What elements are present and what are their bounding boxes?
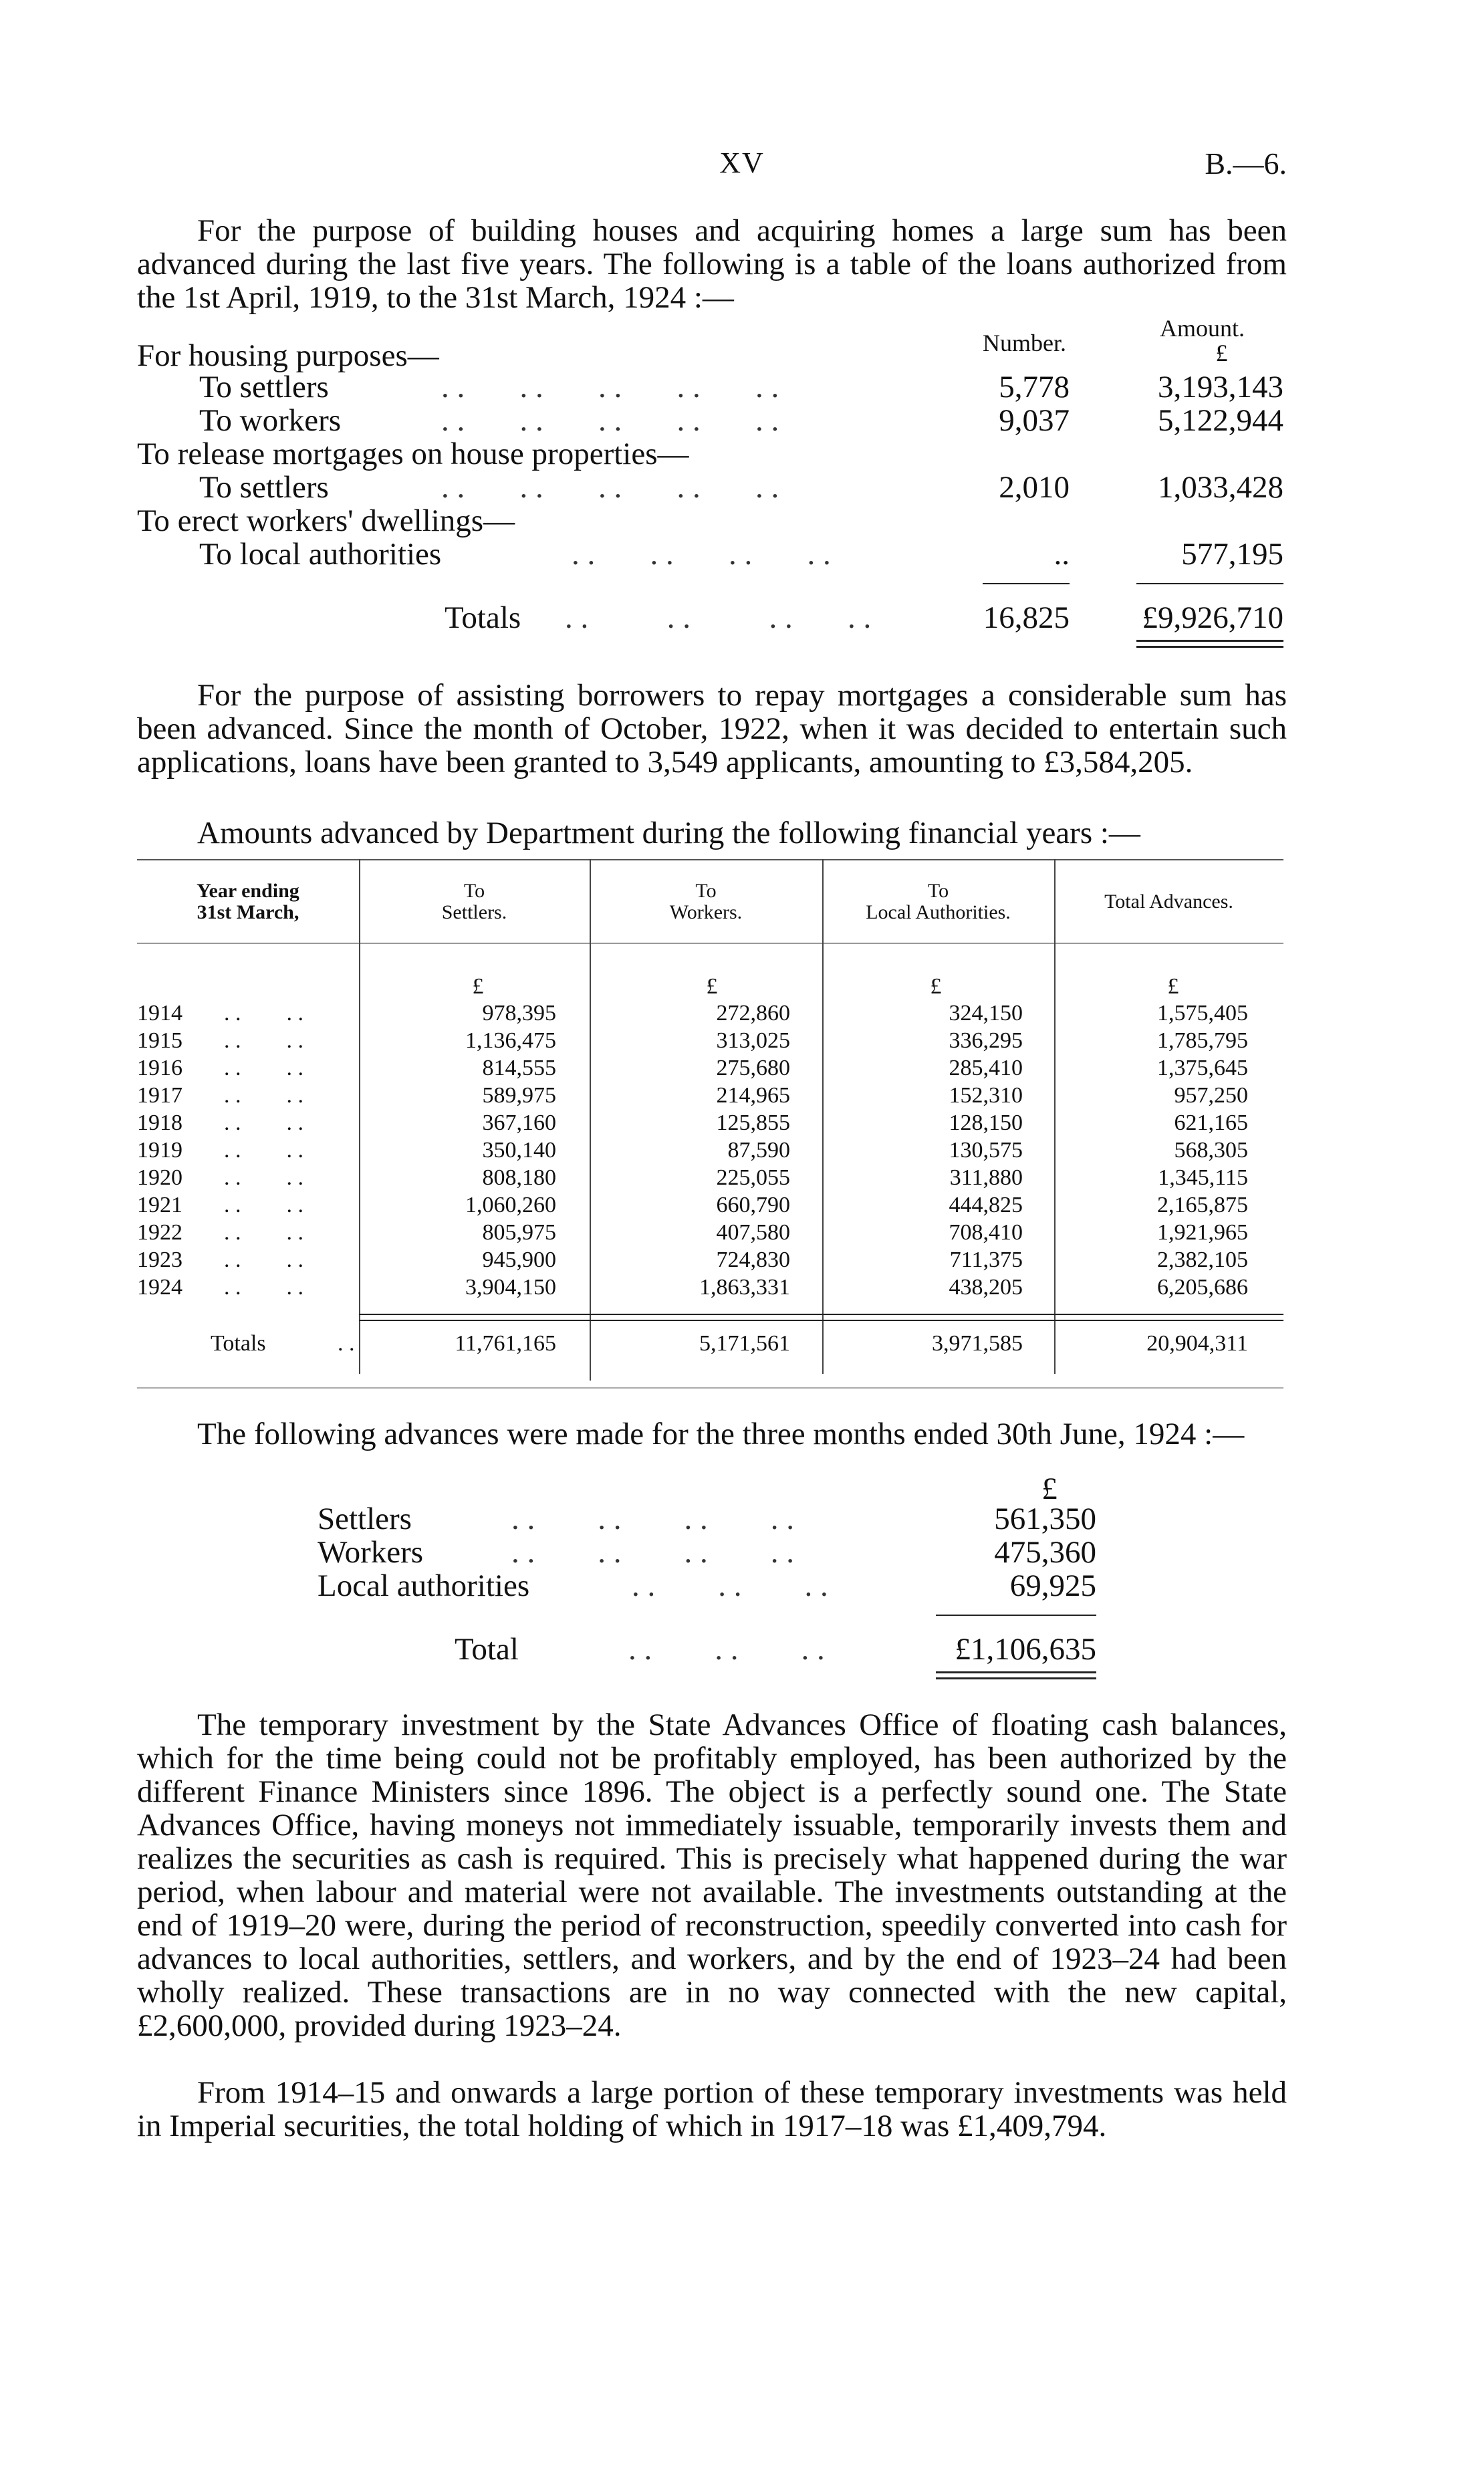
local-currency: £ (930, 974, 942, 999)
row-local: 311,880 (949, 1165, 1023, 1190)
dwellings-heading: To erect workers' dwellings— (137, 503, 515, 538)
housing-settlers-number: 5,778 (999, 370, 1070, 404)
leader-dots: . . . . (224, 1056, 303, 1080)
row-year: 1919 (137, 1138, 182, 1163)
leader-dots: . . . . . . . . (511, 1502, 794, 1536)
row-year: 1914 (137, 1001, 182, 1026)
row-workers: 225,055 (716, 1165, 790, 1190)
local-header-line1: To (927, 880, 949, 902)
row-workers: 660,790 (716, 1193, 790, 1217)
leader-dots: . . . . (224, 1248, 303, 1272)
quarter-settlers-value: 561,350 (994, 1502, 1096, 1536)
row-year: 1915 (137, 1028, 182, 1053)
mortgage-settlers-amount: 1,033,428 (1158, 470, 1283, 505)
loans-total-number: 16,825 (983, 600, 1070, 635)
row-year: 1921 (137, 1193, 182, 1217)
quarter-total-label: Total (455, 1632, 519, 1667)
housing-workers-amount: 5,122,944 (1158, 403, 1283, 438)
row-total: 621,165 (1174, 1110, 1248, 1135)
row-local: 711,375 (949, 1248, 1023, 1272)
row-total: 1,375,645 (1157, 1056, 1248, 1080)
leader-dots: . . . . (224, 1028, 303, 1053)
advances-table (137, 859, 1283, 1401)
row-local: 324,150 (949, 1001, 1023, 1026)
leader-dots: . . . . . . . . . . (441, 403, 779, 438)
year-header (137, 880, 359, 923)
row-year: 1917 (137, 1083, 182, 1108)
row-settlers: 1,060,260 (465, 1193, 556, 1217)
workers-total: 5,171,561 (699, 1331, 790, 1356)
row-settlers: 3,904,150 (465, 1275, 556, 1300)
quarter-text: The following advances were made for the three months ended 30th June, 1924 :— (197, 1417, 1245, 1451)
amounts-caption: Amounts advanced by Department during the following financial years :— (197, 816, 1140, 850)
row-workers: 87,590 (727, 1138, 790, 1163)
row-settlers: 589,975 (482, 1083, 556, 1108)
year-header-line1: Year ending (197, 880, 299, 902)
leader-dots: . . . . (224, 1165, 303, 1190)
row-year: 1920 (137, 1165, 182, 1190)
borrowers-paragraph (137, 679, 1287, 779)
row-total: 957,250 (1174, 1083, 1248, 1108)
amount-sum-rule (1136, 583, 1283, 584)
document-reference: B.—6. (1205, 146, 1287, 181)
leader-dots: . . . . (224, 1001, 303, 1026)
row-local: 708,410 (949, 1220, 1023, 1245)
total-double-rule-top (1136, 640, 1283, 642)
housing-workers-number: 9,037 (999, 403, 1070, 438)
row-local: 152,310 (949, 1083, 1023, 1108)
local-header (822, 880, 1054, 923)
quarter-double-rule-bottom (936, 1677, 1096, 1679)
mortgage-settlers-number: 2,010 (999, 470, 1070, 505)
row-year: 1918 (137, 1110, 182, 1135)
row-local: 336,295 (949, 1028, 1023, 1053)
workers-currency: £ (706, 974, 718, 999)
leader-dots: . . . . (224, 1220, 303, 1245)
housing-workers-label: To workers (199, 403, 342, 438)
settlers-header-line2: Settlers. (441, 901, 507, 923)
quarter-workers-value: 475,360 (994, 1535, 1096, 1570)
leader-dots: . . . . . . (632, 1568, 828, 1603)
row-workers: 275,680 (716, 1056, 790, 1080)
header-bottom-rule (137, 943, 1283, 944)
row-year: 1924 (137, 1275, 182, 1300)
quarter-double-rule-top (936, 1671, 1096, 1673)
row-local: 438,205 (949, 1275, 1023, 1300)
investment-text: The temporary investment by the State Advances Office of floating cash balances, which for the time being could not be profitably employed, has been authorized by the different Finance Ministers since 1896. The object is a perfectly sound one. The State Advances Office, having moneys not immediately issuable, temporarily invests them and realizes the securities as cash is required. This is precisely what happened during the war period, when labour and material were not available. The investments outstanding at the end of 1919–20 were, during the period of reconstruction, speedily converted into cash for advances to local authorities, settlers, and workers, and by the end of 1923–24 had been wholly realized. These transactions are in no way connected with the new capital, £2,600,000, provided during 1923–24. (137, 1707, 1287, 2043)
row-workers: 214,965 (716, 1083, 790, 1108)
quarter-sum-rule (936, 1615, 1096, 1616)
row-workers: 724,830 (716, 1248, 790, 1272)
row-local: 285,410 (949, 1056, 1023, 1080)
amount-currency: £ (1215, 340, 1228, 366)
grand-total: 20,904,311 (1146, 1331, 1248, 1356)
quarter-local-label: Local authorities (318, 1568, 530, 1603)
quarter-paragraph (137, 1417, 1287, 1451)
row-workers: 1,863,331 (699, 1275, 790, 1300)
local-total: 3,971,585 (932, 1331, 1023, 1356)
settlers-header (359, 880, 590, 923)
leader-dots: . . (338, 1331, 355, 1356)
leader-dots: . . . . . . (628, 1632, 825, 1667)
leader-dots: . . . . (224, 1110, 303, 1135)
local-header-line2: Local Authorities. (866, 901, 1011, 923)
row-workers: 407,580 (716, 1220, 790, 1245)
quarter-settlers-label: Settlers (318, 1502, 412, 1536)
totals-rule-top (359, 1314, 1283, 1315)
leader-dots: . . . . . . . . (572, 537, 831, 572)
page-number: XV (719, 146, 765, 179)
number-sum-rule (983, 583, 1070, 584)
total-double-rule-bottom (1136, 646, 1283, 648)
settlers-header-line1: To (463, 880, 485, 902)
local-authorities-number: .. (1054, 537, 1070, 572)
borrowers-text: For the purpose of assisting borrowers to repay mortgages a considerable sum has been advanced. Since the month of October, 1922, when it was decided to entertain such applications, loans have been granted to 3,549 applicants, amounting to £3,584,205. (137, 678, 1287, 780)
quarter-total-value: £1,106,635 (955, 1632, 1096, 1667)
total-header: Total Advances. (1104, 891, 1233, 913)
imperial-securities-text: From 1914–15 and onwards a large portion of these temporary investments was held in Imperial securities, the total holding of which in 1917–18 was £1,409,794. (137, 2075, 1287, 2143)
row-settlers: 808,180 (482, 1165, 556, 1190)
row-total: 2,382,105 (1157, 1248, 1248, 1272)
row-total: 2,165,875 (1157, 1193, 1248, 1217)
row-local: 130,575 (949, 1138, 1023, 1163)
row-year: 1916 (137, 1056, 182, 1080)
loans-totals-label: Totals (445, 600, 521, 635)
workers-header-line2: Workers. (669, 901, 743, 923)
row-total: 6,205,686 (1157, 1275, 1248, 1300)
quarter-local-value: 69,925 (1009, 1568, 1096, 1603)
row-settlers: 978,395 (482, 1001, 556, 1026)
settlers-total: 11,761,165 (455, 1331, 556, 1356)
mortgages-heading: To release mortgages on house properties— (137, 437, 689, 471)
row-workers: 313,025 (716, 1028, 790, 1053)
leader-dots: . . . . (224, 1193, 303, 1217)
row-workers: 272,860 (716, 1001, 790, 1026)
row-settlers: 367,160 (482, 1110, 556, 1135)
totals-rule-bottom (359, 1320, 1283, 1321)
row-total: 1,921,965 (1157, 1220, 1248, 1245)
row-settlers: 1,136,475 (465, 1028, 556, 1053)
workers-header (590, 880, 822, 923)
row-settlers: 945,900 (482, 1248, 556, 1272)
row-settlers: 805,975 (482, 1220, 556, 1245)
row-year: 1922 (137, 1220, 182, 1245)
leader-dots: . . . . (224, 1083, 303, 1108)
housing-purposes-heading: For housing purposes— (137, 338, 439, 373)
investment-paragraph (137, 1708, 1287, 2042)
total-currency: £ (1167, 974, 1179, 999)
number-column-header: Number. (983, 330, 1066, 356)
row-workers: 125,855 (716, 1110, 790, 1135)
row-year: 1923 (137, 1248, 182, 1272)
row-total: 1,345,115 (1158, 1165, 1248, 1190)
row-settlers: 350,140 (482, 1138, 556, 1163)
housing-settlers-label: To settlers (199, 370, 329, 404)
row-local: 444,825 (949, 1193, 1023, 1217)
housing-settlers-amount: 3,193,143 (1158, 370, 1283, 404)
local-authorities-label: To local authorities (199, 537, 442, 572)
leader-dots: . . . . . . . . (511, 1535, 794, 1570)
table-bottom-rule (137, 1387, 1283, 1389)
row-total: 1,785,795 (1157, 1028, 1248, 1053)
row-total: 568,305 (1174, 1138, 1248, 1163)
local-authorities-amount: 577,195 (1181, 537, 1283, 572)
leader-dots: . . . . (224, 1138, 303, 1163)
mortgage-settlers-label: To settlers (199, 470, 329, 505)
intro-paragraph (137, 214, 1287, 314)
workers-header-line1: To (695, 880, 717, 902)
quarter-workers-label: Workers (318, 1535, 424, 1570)
imperial-securities-paragraph (137, 2076, 1287, 2143)
intro-text: For the purpose of building houses and acquiring homes a large sum has been advanced during the last five years. The following is a table of the loans authorized from the 1st April, 1919, to the 31st March, 1924 :— (137, 213, 1287, 315)
table-top-rule (137, 859, 1283, 860)
quarter-currency: £ (1041, 1471, 1058, 1506)
leader-dots: . . . . . . . . (565, 600, 872, 635)
leader-dots: . . . . . . . . . . (441, 370, 779, 404)
leader-dots: . . . . (224, 1275, 303, 1300)
loans-total-amount: £9,926,710 (1142, 600, 1283, 635)
row-settlers: 814,555 (482, 1056, 556, 1080)
settlers-currency: £ (472, 974, 484, 999)
leader-dots: . . . . . . . . . . (441, 470, 779, 505)
row-total: 1,575,405 (1157, 1001, 1248, 1026)
row-local: 128,150 (949, 1110, 1023, 1135)
advances-totals-label: Totals (211, 1331, 266, 1356)
amount-column-header: Amount. (1160, 315, 1245, 342)
year-header-line2: 31st March, (197, 901, 299, 923)
